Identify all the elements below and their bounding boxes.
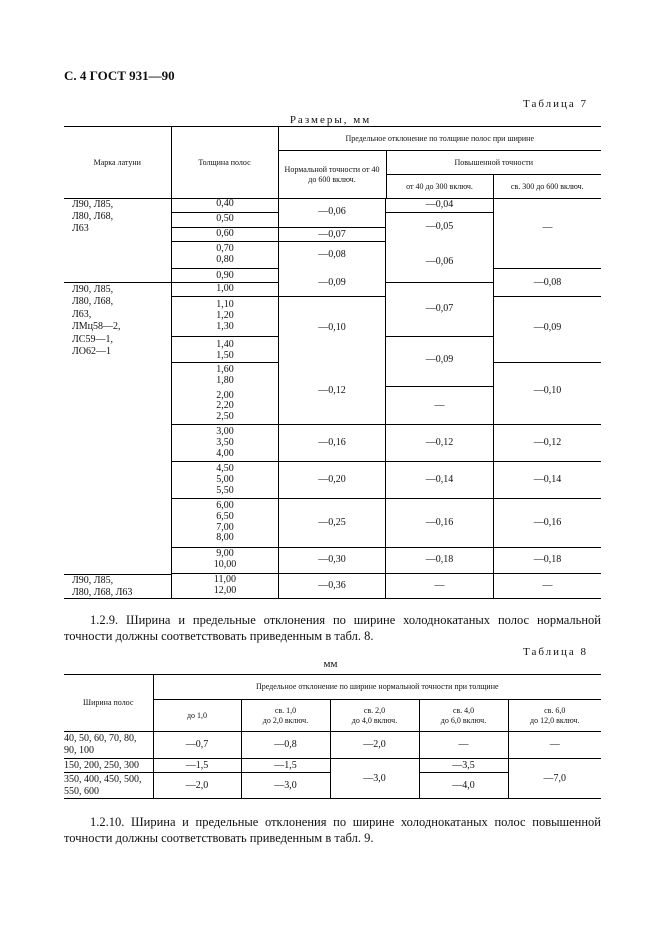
grade-text: ЛС59—1, xyxy=(72,333,113,345)
higher-w2-deviation: —0,12 xyxy=(533,437,562,448)
width-line: 550, 600 xyxy=(64,785,99,797)
deviation-cell: —1,5 xyxy=(153,759,241,773)
deviation-cell: —1,5 xyxy=(241,759,330,773)
thickness-value: 9,00 xyxy=(216,548,234,559)
thickness-value: 2,00 xyxy=(216,389,234,401)
higher-w2-deviation: — xyxy=(542,222,553,233)
width-line: 90, 100 xyxy=(64,745,94,756)
thickness-value: 6,50 xyxy=(216,510,234,522)
header-thick-2-line2: до 2,0 включ. xyxy=(262,715,309,725)
deviation-cell: —2,0 xyxy=(153,773,241,799)
thickness-value: 1,00 xyxy=(216,283,234,294)
normal-deviation: —0,20 xyxy=(318,474,346,485)
grade-text: ЛМц58—2, xyxy=(72,321,121,333)
higher-w1-deviation: —0,18 xyxy=(425,554,454,565)
width-line: 350, 400, 450, 500, xyxy=(64,773,142,785)
paragraph-1-2-10: 1.2.10. Ширина и предельные отклонения по ширине холоднокатаных полос повышенной точности должны соответствовать приведенным в табл. 9. xyxy=(64,815,601,845)
header-normal: Нормальной точности от 40 до 600 включ. xyxy=(278,151,386,199)
header-thick-3-line1: св. 2,0 xyxy=(363,705,386,715)
thickness-value: 0,40 xyxy=(216,198,234,209)
thickness-value: 10,00 xyxy=(213,558,237,570)
thickness-value: 0,80 xyxy=(216,253,234,265)
deviation-cell: — xyxy=(419,732,508,759)
higher-w2-deviation: —0,08 xyxy=(533,277,562,288)
header-thick-4-line2: до 6,0 включ. xyxy=(440,715,487,725)
thickness-value: 0,60 xyxy=(216,228,234,239)
thickness-value: 4,50 xyxy=(216,463,234,474)
header-thick-5 xyxy=(508,700,601,732)
thickness-value: 3,00 xyxy=(216,426,234,437)
grade-text: Л80, Л68, Л63 xyxy=(72,587,133,598)
header-width: Ширина полос xyxy=(64,675,153,732)
higher-w2-deviation: —0,10 xyxy=(533,385,562,396)
deviation-cell: —3,0 xyxy=(330,759,419,799)
higher-w2-deviation: —0,14 xyxy=(533,474,562,485)
thickness-value: 8,00 xyxy=(216,532,234,544)
higher-w1-deviation: —0,07 xyxy=(425,303,454,314)
normal-deviation: —0,30 xyxy=(318,554,346,565)
width-line: 40, 50, 60, 70, 80, xyxy=(64,733,137,744)
deviation-cell: —7,0 xyxy=(508,759,601,799)
normal-deviation: —0,09 xyxy=(318,277,346,288)
deviation-cell: — xyxy=(508,732,601,759)
thickness-value: 1,20 xyxy=(216,309,234,321)
header-deviation: Предельное отклонение по толщине полос при ширине xyxy=(278,127,601,151)
higher-w1-deviation: — xyxy=(434,580,445,591)
paragraph-1-2-9: 1.2.9. Ширина и предельные отклонения по ширине холоднокатаных полос нормальной точности должны соответствовать приведенным в табл. 8. xyxy=(64,613,601,643)
header-thick-2 xyxy=(241,700,330,732)
higher-w1-deviation: —0,16 xyxy=(425,517,454,528)
thickness-value: 12,00 xyxy=(213,584,237,596)
normal-deviation: —0,07 xyxy=(318,229,346,240)
normal-deviation: —0,16 xyxy=(318,437,346,448)
header-thick-2-line1: св. 1,0 xyxy=(274,705,297,715)
deviation-cell: —0,7 xyxy=(153,732,241,759)
deviation-cell: —4,0 xyxy=(419,773,508,799)
higher-w2-deviation: —0,16 xyxy=(533,517,562,528)
thickness-value: 0,90 xyxy=(216,270,234,281)
deviation-cell: —3,5 xyxy=(419,759,508,773)
normal-deviation: —0,08 xyxy=(318,249,346,260)
header-higher: Повышенной точности xyxy=(386,151,601,175)
thickness-value: 0,70 xyxy=(216,243,234,254)
grade-group-1 xyxy=(72,199,113,235)
thickness-value: 1,80 xyxy=(216,374,234,386)
thickness-value: 2,50 xyxy=(216,411,234,423)
table-row xyxy=(64,759,601,773)
table7-caption: Таблица 7 xyxy=(523,98,589,110)
thickness-value: 1,30 xyxy=(216,320,234,332)
grade-text: Л63, xyxy=(72,308,92,320)
thickness-value: 2,20 xyxy=(216,400,234,412)
thickness-value: 5,50 xyxy=(216,484,234,496)
thickness-value: 4,00 xyxy=(216,447,234,459)
higher-w1-deviation: —0,04 xyxy=(425,199,454,210)
width-cell: 150, 200, 250, 300 xyxy=(64,759,153,773)
grade-text: Л63 xyxy=(72,223,89,234)
grade-group-3 xyxy=(72,575,132,599)
thickness-value: 5,00 xyxy=(216,473,234,485)
header-thick-1: до 1,0 xyxy=(153,700,241,732)
grade-text: Л80, Л68, xyxy=(72,211,114,222)
thickness-value: 1,40 xyxy=(216,339,234,350)
grade-group-2 xyxy=(72,284,121,358)
table-7 xyxy=(64,126,601,199)
normal-deviation: —0,10 xyxy=(318,322,346,333)
deviation-cell: —2,0 xyxy=(330,732,419,759)
grade-text: Л90, Л85, xyxy=(72,284,114,295)
grade-text: ЛО62—1 xyxy=(72,346,112,358)
header-thick-5-line1: св. 6,0 xyxy=(544,705,566,715)
higher-w1-deviation: —0,09 xyxy=(425,354,454,365)
header-thick-3-line2: до 4,0 включ. xyxy=(351,715,398,725)
header-width-2: св. 300 до 600 включ. xyxy=(493,175,601,199)
header-thick-4-line1: св. 4,0 xyxy=(452,705,475,715)
deviation-cell: —0,8 xyxy=(241,732,330,759)
higher-w1-deviation: — xyxy=(434,400,445,411)
table-8 xyxy=(64,674,601,799)
normal-deviation: —0,06 xyxy=(318,206,346,217)
header-thick-4 xyxy=(419,700,508,732)
higher-w2-deviation: —0,18 xyxy=(533,554,562,565)
header-thick-5-line2: до 12,0 включ. xyxy=(530,715,580,725)
header-thickness: Толщина полос xyxy=(171,127,278,199)
header-width-1: от 40 до 300 включ. xyxy=(386,175,493,199)
width-cell xyxy=(64,773,153,799)
normal-deviation: —0,36 xyxy=(318,580,346,591)
thickness-value: 0,50 xyxy=(216,213,234,224)
thickness-value: 6,00 xyxy=(216,500,234,511)
thickness-value: 1,50 xyxy=(216,349,234,361)
thickness-value: 11,00 xyxy=(213,574,237,585)
thickness-value: 1,10 xyxy=(216,299,234,310)
higher-w1-deviation: —0,12 xyxy=(425,437,454,448)
page-header: С. 4 ГОСТ 931—90 xyxy=(64,68,175,83)
higher-w2-deviation: — xyxy=(542,580,553,591)
table8-caption: Таблица 8 xyxy=(523,646,589,658)
header-width-deviation: Предельное отклонение по ширине нормальной точности при толщине xyxy=(153,675,601,700)
higher-w1-deviation: —0,14 xyxy=(425,474,454,485)
grade-text: Л80, Л68, xyxy=(72,296,114,308)
grade-text: Л90, Л85, xyxy=(72,199,114,210)
thickness-value: 1,60 xyxy=(216,364,234,375)
thickness-value: 7,00 xyxy=(216,521,234,533)
header-thick-3 xyxy=(330,700,419,732)
higher-w1-deviation: —0,05 xyxy=(425,221,454,232)
normal-deviation: —0,12 xyxy=(318,385,346,396)
deviation-cell: —3,0 xyxy=(241,773,330,799)
higher-w1-deviation: —0,06 xyxy=(425,256,454,267)
normal-deviation: —0,25 xyxy=(318,517,346,528)
higher-w2-deviation: —0,09 xyxy=(533,322,562,333)
grade-text: Л90, Л85, xyxy=(72,575,114,586)
table7-units: Размеры, мм xyxy=(289,114,372,126)
thickness-value: 3,50 xyxy=(216,436,234,448)
width-cell xyxy=(64,732,153,759)
table-row xyxy=(64,732,601,759)
table8-units: мм xyxy=(323,658,338,670)
header-grade: Марка латуни xyxy=(64,127,171,199)
